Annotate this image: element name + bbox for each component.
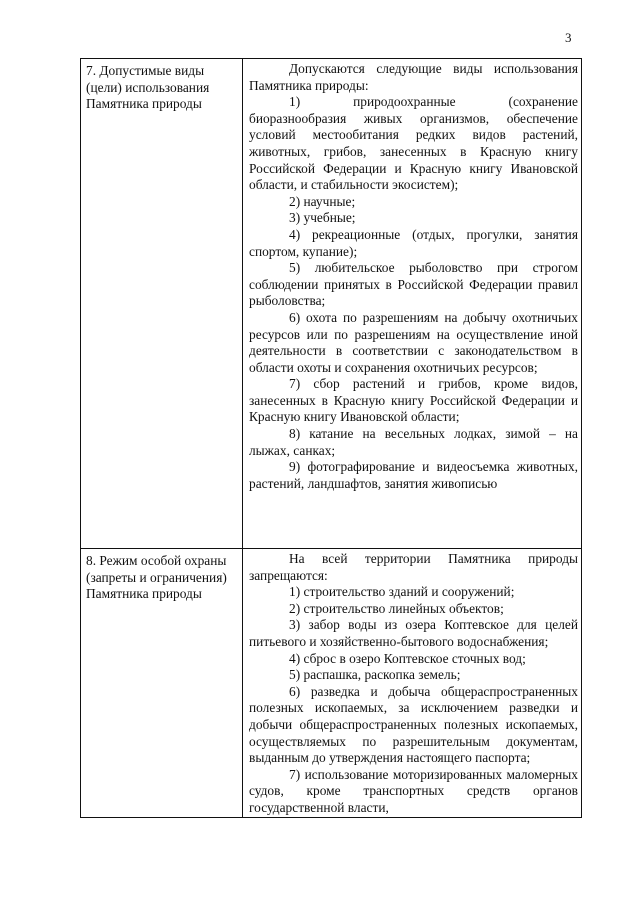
- list-item: 4) рекреационные (отдых, прогулки, занятия спортом, купание);: [249, 226, 578, 259]
- row-content-cell: [243, 549, 582, 818]
- list-item: 6) охота по разрешениям на добычу охотничьих ресурсов или по разрешениям на осуществление иной деятельности в соответствии с законодательством в области охоты и сохранения охотничьих ресурсов;: [249, 309, 578, 375]
- list-item: 2) научные;: [289, 193, 356, 209]
- row-content-cell: [243, 59, 582, 549]
- list-item: 7) использование моторизированных маломерных судов, кроме транспортных средств органов государственной власти,: [249, 766, 578, 815]
- list-item: 5) распашка, раскопка земель;: [289, 667, 461, 683]
- list-item: 3) забор воды из озера Коптевское для целей питьевого и хозяйственно-бытового водоснабжения;: [249, 617, 578, 649]
- paragraph-intro: На всей территории Памятника природы запрещаются:: [249, 551, 578, 583]
- list-item: 5) любительское рыболовство при строгом соблюдении принятых в Российской Федерации правил рыболовства;: [249, 260, 578, 309]
- list-item: 6) разведка и добыча общераспространенных полезных ископаемых, за исключением разведки и добычи общераспространенных полезных ископаемых, осуществляемых по разрешительным документам, выданным до утверждения настоящего паспорта;: [249, 683, 578, 766]
- list-item: 7) сбор растений и грибов, кроме видов, занесенных в Красную книгу Российской Федерации и Красную книгу Ивановской области;: [249, 376, 578, 425]
- row-label-cell: 8. Режим особой охраны (запреты и ограничения) Памятника природы: [81, 549, 243, 818]
- list-item: 9) фотографирование и видеосъемка животных, растений, ландшафтов, занятия живописью: [249, 459, 578, 491]
- page-number: 3: [565, 30, 572, 45]
- table-row-protection-regime: [81, 549, 582, 818]
- table-row-permitted-uses: [81, 59, 582, 549]
- list-item: 1) строительство зданий и сооружений;: [289, 584, 515, 600]
- list-item: 3) учебные;: [289, 210, 356, 226]
- passport-table: [80, 58, 582, 818]
- list-item: 2) строительство линейных объектов;: [289, 600, 504, 616]
- list-item: 1) природоохранные (сохранение биоразнообразия живых организмов, обеспечение условий местообитания редких видов растений, животных, грибов, занесенных в Красную книгу Российской Федерации и Красную книгу Ивановской области, и стабильности экосистем);: [249, 94, 578, 193]
- list-item: 8) катание на весельных лодках, зимой – на лыжах, санках;: [249, 426, 578, 458]
- paragraph-intro: Допускаются следующие виды использования Памятника природы:: [249, 61, 578, 93]
- row-label-cell: 7. Допустимые виды (цели) использования Памятника природы: [81, 59, 243, 549]
- list-item: 4) сброс в озеро Коптевское сточных вод;: [289, 650, 526, 666]
